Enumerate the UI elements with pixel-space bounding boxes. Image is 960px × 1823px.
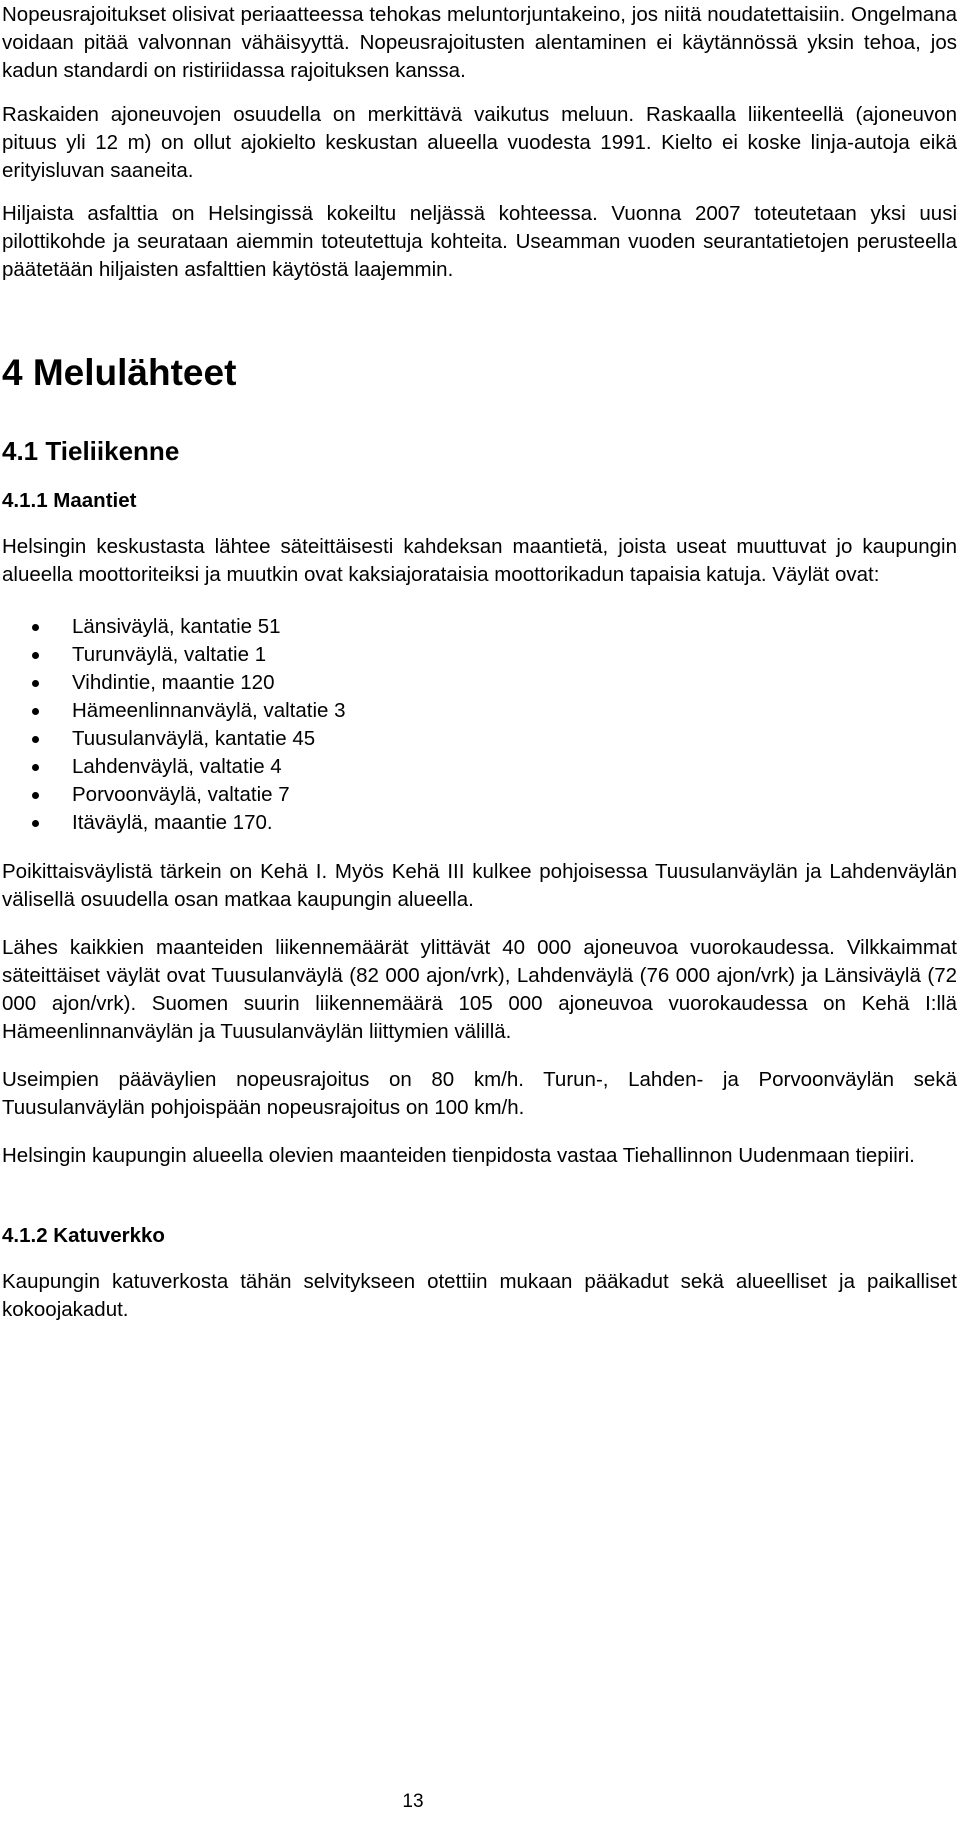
list-item xyxy=(2,613,957,641)
subsection-heading-maantiet: 4.1.1 Maantiet xyxy=(2,489,137,512)
list-item xyxy=(2,753,957,781)
list-item xyxy=(2,669,957,697)
paragraph-ring-roads: Poikittaisväylistä tärkein on Kehä I. Myös Kehä III kulkee pohjoisessa Tuusulanväylän ja Lahdenväylän välisellä osuudella osan matkaa kaupungin alueella. xyxy=(2,860,957,911)
list-item xyxy=(2,781,957,809)
bullet-icon xyxy=(32,820,39,827)
bullet-icon xyxy=(32,624,39,631)
road-label: Tuusulanväylä, kantatie 45 xyxy=(72,727,316,750)
bullet-icon xyxy=(32,680,39,687)
road-label: Itäväylä, maantie 170. xyxy=(72,811,273,834)
bullet-icon xyxy=(32,708,39,715)
page-number: 13 xyxy=(402,1791,424,1812)
road-label: Porvoonväylä, valtatie 7 xyxy=(72,783,290,806)
list-item xyxy=(2,725,957,753)
bullet-icon xyxy=(32,792,39,799)
list-item xyxy=(2,809,957,837)
road-label: Hämeenlinnanväylä, valtatie 3 xyxy=(72,699,346,722)
paragraph-speed-limits: Useimpien pääväylien nopeusrajoitus on 80 km/h. Turun-, Lahden- ja Porvoonväylän sekä Tuusulanväylän pohjoispään nopeusrajoitus on 100 km/h. xyxy=(2,1068,957,1119)
bullet-icon xyxy=(32,652,39,659)
bullet-icon xyxy=(32,764,39,771)
document-page xyxy=(2,0,957,1324)
intro-paragraph-heavy-vehicles: Raskaiden ajoneuvojen osuudella on merkittävä vaikutus meluun. Raskaalla liikenteellä (ajoneuvon pituus yli 12 m) on ollut ajokielto keskustan alueella vuodesta 1991. Kielto ei koske linja-autoja eikä erityisluvan saaneita. xyxy=(2,103,957,182)
road-list xyxy=(2,613,957,837)
intro-paragraph-speed-limits: Nopeusrajoitukset olisivat periaatteessa tehokas meluntorjuntakeino, jos niitä noudatettaisiin. Ongelmana voidaan pitää valvonnan vähäisyyttä. Nopeusrajoitusten alentaminen ei käytännössä yksin tehoa, jos kadun standardi on ristiriidassa rajoituksen kanssa. xyxy=(2,3,957,82)
intro-paragraph-quiet-asphalt: Hiljaista asfalttia on Helsingissä kokeiltu neljässä kohteessa. Vuonna 2007 toteutetaan yksi uusi pilottikohde ja seurataan aiemmin toteutettuja kohteita. Useamman vuoden seurantatietojen perusteella päätetään hiljaisten asfalttien käytöstä laajemmin. xyxy=(2,202,957,281)
list-item xyxy=(2,641,957,669)
section-heading: 4.1 Tieliikenne xyxy=(2,436,180,466)
paragraph-radial-roads: Helsingin keskustasta lähtee säteittäisesti kahdeksan maantietä, joista useat muuttuvat jo kaupungin alueella moottoriteiksi ja muutkin ovat kaksiajorataisia moottorikadun tapaisia katuja. Väylät ovat: xyxy=(2,535,957,586)
chapter-heading: 4 Melulähteet xyxy=(2,352,237,393)
road-label: Lahdenväylä, valtatie 4 xyxy=(72,755,282,778)
road-label: Länsiväylä, kantatie 51 xyxy=(72,615,281,638)
bullet-icon xyxy=(32,736,39,743)
paragraph-street-network: Kaupungin katuverkosta tähän selvitykseen otettiin mukaan pääkadut sekä alueelliset ja paikalliset kokoojakadut. xyxy=(2,1270,957,1321)
paragraph-road-maintenance: Helsingin kaupungin alueella olevien maanteiden tienpidosta vastaa Tiehallinnon Uudenmaan tiepiiri. xyxy=(2,1144,915,1167)
road-label: Vihdintie, maantie 120 xyxy=(72,671,275,694)
paragraph-traffic-volumes: Lähes kaikkien maanteiden liikennemäärät ylittävät 40 000 ajoneuvoa vuorokaudessa. Vilkkaimmat säteittäiset väylät ovat Tuusulanväylä (82 000 ajon/vrk), Lahdenväylä (76 000 ajon/vrk) ja Länsiväylä (72 000 ajon/vrk). Suomen suurin liikennemäärä 105 000 ajoneuvoa vuorokaudessa on Kehä I:llä Hämeenlinnanväylän ja Tuusulanväylän liittymien välillä. xyxy=(2,936,957,1043)
subsection-heading-katuverkko: 4.1.2 Katuverkko xyxy=(2,1224,165,1247)
list-item xyxy=(2,697,957,725)
road-label: Turunväylä, valtatie 1 xyxy=(72,643,267,666)
